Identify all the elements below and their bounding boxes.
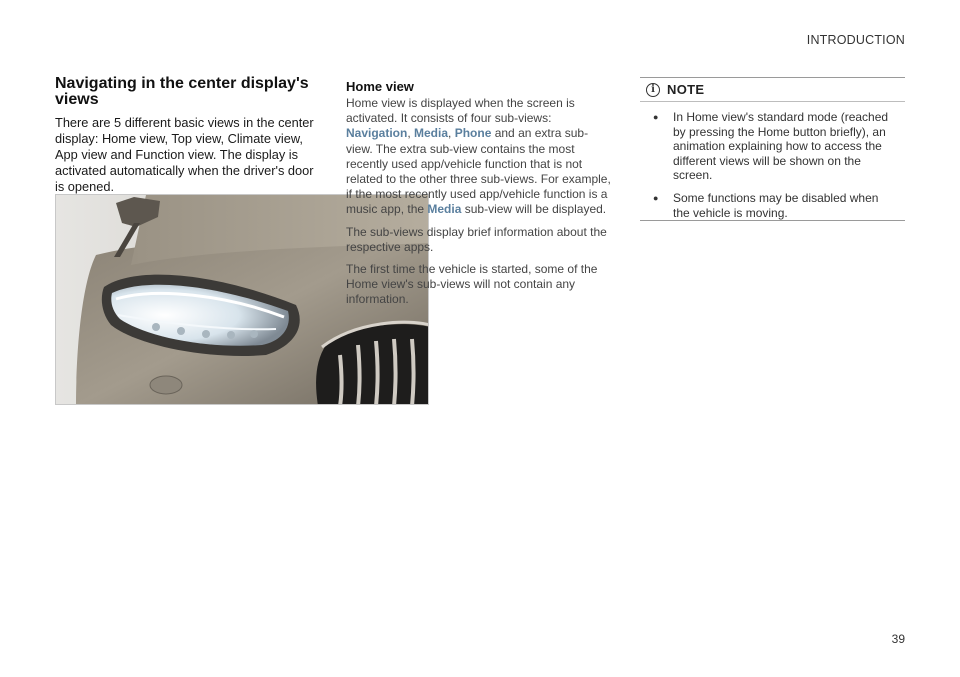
intro-paragraph: There are 5 different basic views in the center display: Home view, Top view, Climate view, App view and Function view. The display is activated automatically when the driver's door is opened. (55, 115, 314, 194)
media-term: Media (414, 126, 449, 141)
note-header (640, 78, 905, 102)
home-view-paragraph-1 (346, 96, 614, 218)
note-title: NOTE (667, 82, 705, 97)
paragraph-text: sub-view will be displayed. (461, 202, 607, 217)
bullet-icon: ● (653, 192, 659, 203)
list-item (653, 191, 897, 220)
paragraph-text: Home view is displayed when the screen is activated. It consists of four sub-views: (346, 96, 575, 126)
home-view-heading: Home view (346, 79, 414, 94)
list-item (653, 110, 897, 183)
media-term: Media (427, 202, 462, 217)
note-list (640, 102, 905, 220)
section-header: INTRODUCTION (806, 33, 905, 47)
paragraph-text: and an extra sub-view. The extra sub-view contains the most recently used app/vehicle function that is not related to the other three sub-views. For example, if the most recently used app/vehicle function is a music app, the (346, 126, 611, 217)
page-number: 39 (891, 632, 905, 646)
note-item-text: In Home view's standard mode (reached by pressing the Home button briefly), an animation explaining how to access the different views will be shown on the screen. (673, 110, 889, 183)
navigation-term: Navigation (346, 126, 408, 141)
section-title: Navigating in the center display's views (55, 75, 309, 108)
home-view-text (346, 96, 614, 315)
bullet-icon: ● (653, 112, 659, 122)
home-view-paragraph-3: The first time the vehicle is started, some of the Home view's sub-views will not contain any information. (346, 262, 598, 307)
info-icon: i (646, 83, 660, 97)
note-box (640, 77, 905, 221)
separator: , (407, 126, 415, 141)
note-item-text: Some functions may be disabled when the vehicle is moving. (673, 190, 879, 220)
phone-term: Phone (454, 126, 492, 141)
home-view-paragraph-2: The sub-views display brief information about the respective apps. (346, 224, 607, 254)
separator: , (448, 126, 455, 141)
